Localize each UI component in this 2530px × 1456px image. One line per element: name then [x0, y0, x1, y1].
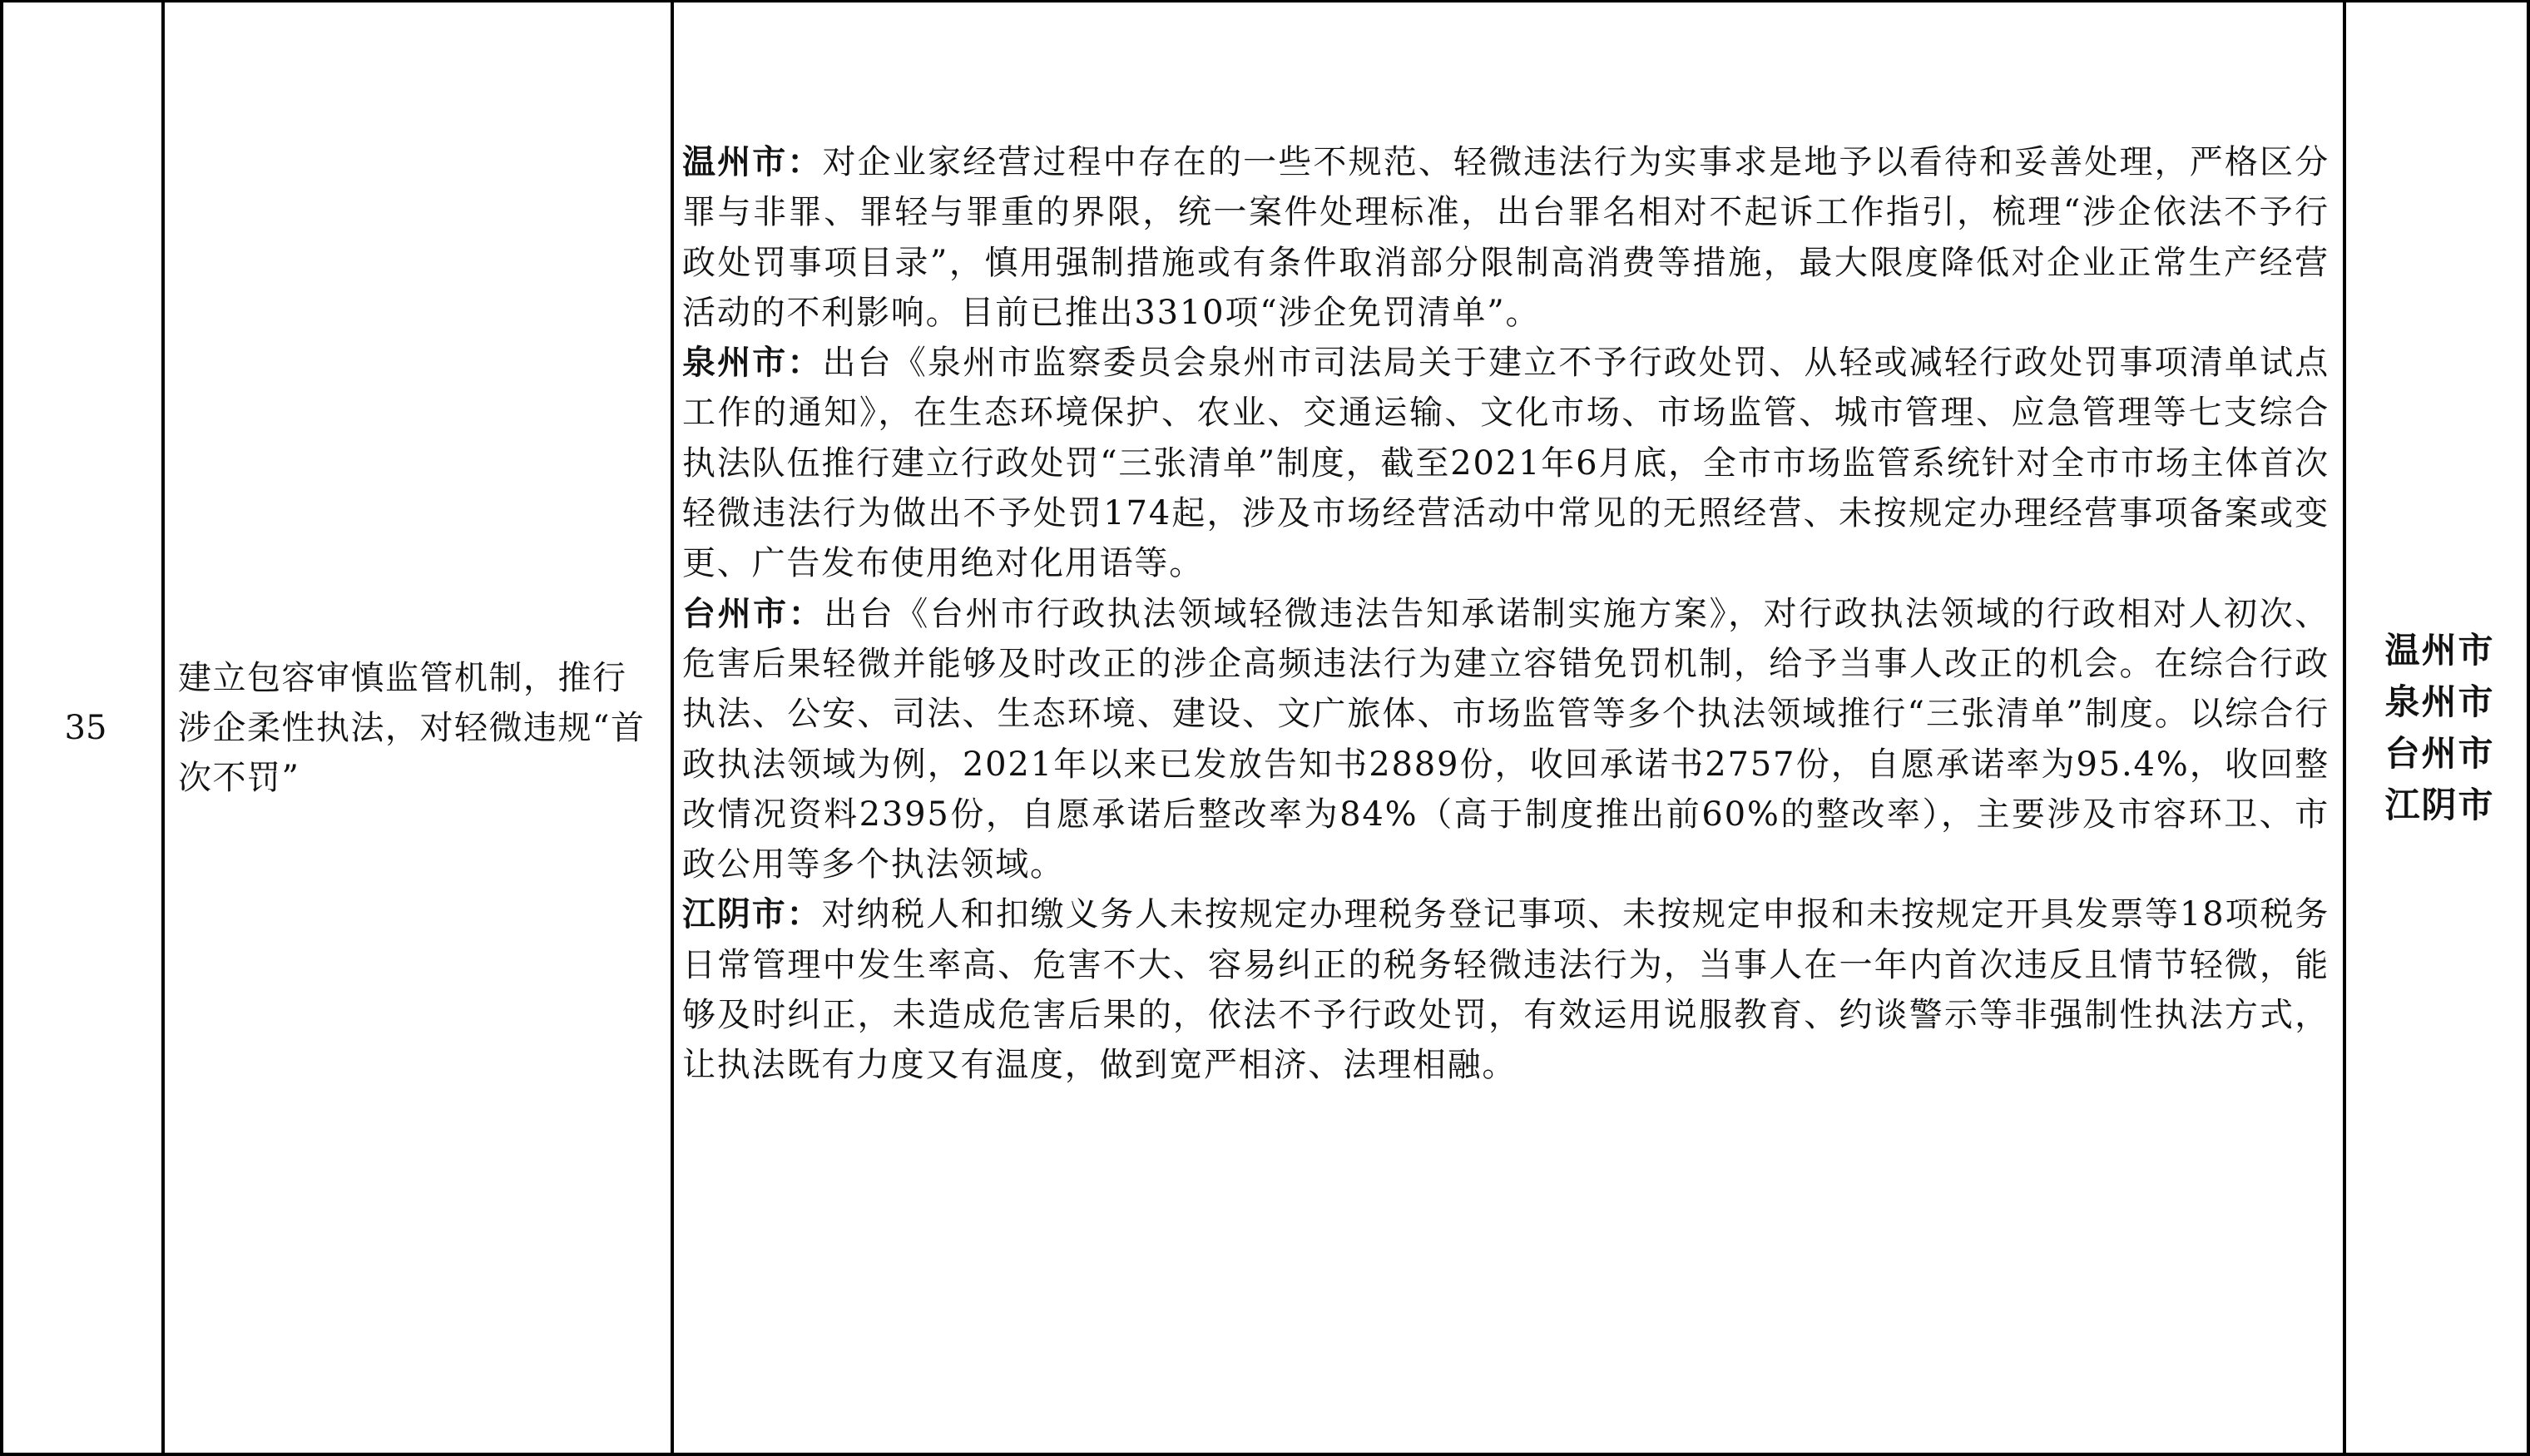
city-name: 泉州市 [2384, 681, 2495, 722]
case-city-label: 台州市： [682, 594, 824, 633]
case-text: 出台《泉州市监察委员会泉州市司法局关于建立不予行政处罚、从轻或减轻行政处罚事项清单试点工作的通知》，在生态环境保护、农业、交通运输、文化市场、市场监管、城市管理、应急管理等七支综合执法队伍推行建立行政处罚“三张清单”制度，截至2021年6月底，全市市场监管系统针对全市市场主体首次轻微违法行为做出不予处罚174起，涉及市场经营活动中常见的无照经营、未按规定办理经营事项备案或变更、广告发布使用绝对化用语等。 [682, 344, 2329, 583]
case-text: 出台《台州市行政执法领域轻微违法告知承诺制实施方案》，对行政执法领域的行政相对人初次、危害后果轻微并能够及时改正的涉企高频违法行为建立容错免罚机制，给予当事人改正的机会。在综合行政执法、公安、司法、生态环境、建设、文广旅体、市场监管等多个执法领域推行“三张清单”制度。以综合行政执法领域为例，2021年以来已发放告知书2889份，收回承诺书2757份，自愿承诺率为95.4%，收回整改情况资料2395份，自愿承诺后整改率为84%（高于制度推出前60%的整改率），主要涉及市容环卫、市政公用等多个执法领域。 [682, 594, 2329, 884]
case-city-label: 泉州市： [682, 344, 823, 383]
measure-cell [168, 2, 671, 1453]
case-list [682, 137, 2329, 1091]
case-item [682, 137, 2329, 338]
case-text: 对企业家经营过程中存在的一些不规范、轻微违法行为实事求是地予以看待和妥善处理，严格区分罪与非罪、罪轻与罪重的界限，统一案件处理标准，出台罪名相对不起诉工作指引，梳理“涉企依法不予行政处罚事项目录”，慎用强制措施或有条件取消部分限制高消费等措施，最大限度降低对企业正常生产经营活动的不利影响。目前已推出3310项“涉企免罚清单”。 [682, 143, 2329, 332]
case-item [682, 589, 2329, 890]
row-number: 35 [64, 708, 107, 747]
case-item [682, 338, 2329, 588]
city-name: 温州市 [2384, 629, 2495, 671]
city-name: 台州市 [2384, 732, 2495, 774]
case-item [682, 889, 2329, 1090]
case-text: 对纳税人和扣缴义务人未按规定办理税务登记事项、未按规定申报和未按规定开具发票等18项税务日常管理中发生率高、危害不大、容易纠正的税务轻微违法行为，当事人在一年内首次违反且情节轻微，能够及时纠正，未造成危害后果的，依法不予行政处罚，有效运用说服教育、约谈警示等非强制性执法方式，让执法既有力度又有温度，做到宽严相济、法理相融。 [682, 895, 2329, 1085]
city-name: 江阴市 [2384, 784, 2495, 825]
row-number-cell [7, 2, 165, 1453]
cities-cell [2349, 2, 2530, 1453]
measure-text: 建立包容审慎监管机制，推行涉企柔性执法，对轻微违规“首次不罚” [178, 658, 646, 797]
cases-cell [674, 2, 2346, 1453]
case-city-label: 江阴市： [682, 895, 822, 934]
case-city-label: 温州市： [682, 143, 823, 181]
